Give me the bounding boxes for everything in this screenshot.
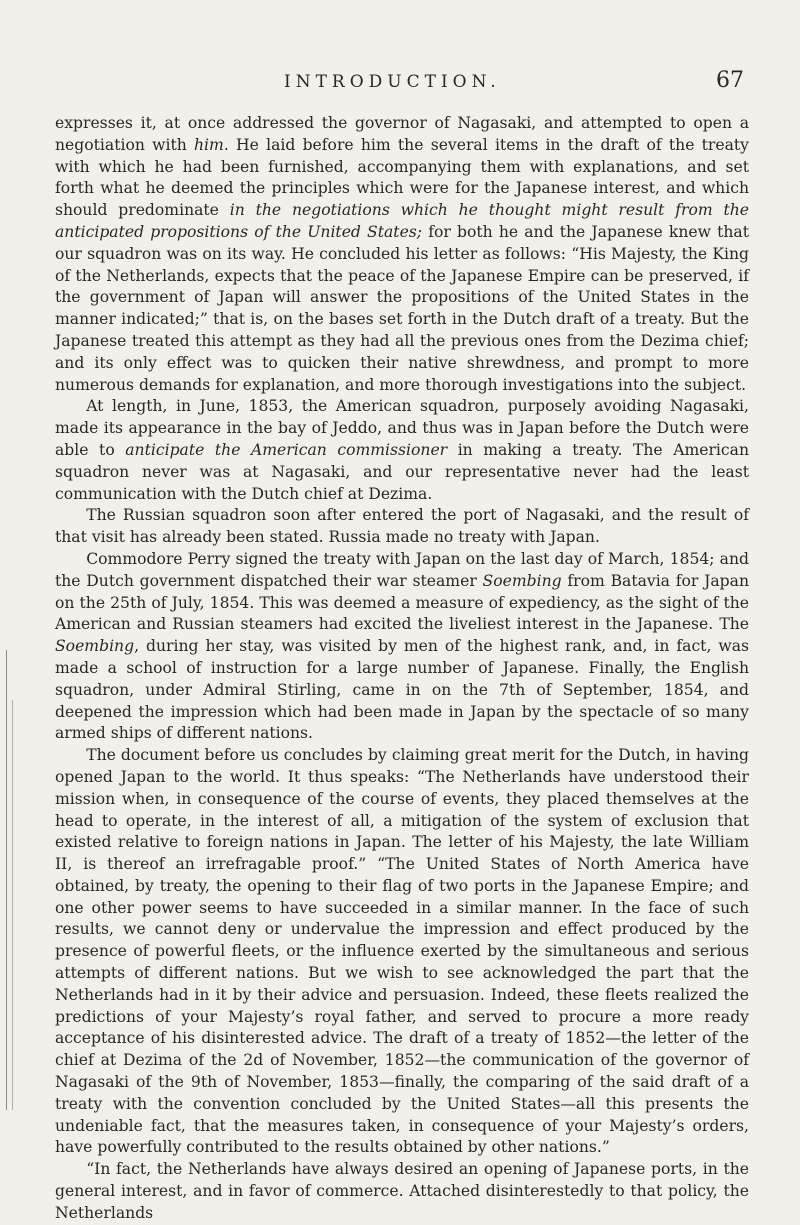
- paragraph: [55, 505, 749, 549]
- text-run: for both he and the Japanese knew that our squadron was on its way. He concluded his letter as follows: “His Majesty, the King of the Netherlands, expects that the peace of the Japanese Empire can be preserved, if the government of Japan will answer the propositions of the United States in the manner indicated;” that is, on the bases set forth in the Dutch draft of a treaty. But the Japanese treated this attempt as they had all the previous ones from the Dezima chief; and its only effect was to quicken their native shrewdness, and prompt to more numerous demands for explanation, and more thorough investigations into the subject.: [55, 222, 749, 394]
- text-run: “In fact, the Netherlands have always desired an opening of Japanese ports, in the general interest, and in favor of commerce. Attached disinterestedly to that policy, the Netherlands: [55, 1160, 749, 1222]
- binding-edge-line: [6, 650, 7, 1110]
- text-run: The Russian squadron soon after entered the port of Nagasaki, and the result of that visit has already been stated. Russia made no treaty with Japan.: [55, 506, 749, 547]
- text-run: expresses it, at once addressed the governor of Nagasaki, and attempted to open a negotiation with: [55, 114, 749, 154]
- paragraph: [55, 113, 749, 396]
- text-run: At length, in June, 1853, the American squadron, purposely avoiding Nagasaki, made its appearance in the bay of Jeddo, and thus was in Japan before the Dutch were able to: [55, 397, 749, 459]
- text-run: , during her stay, was visited by men of the highest rank, and, in fact, was made a school of instruction for a large number of Japanese. Finally, the English squadron, under Admiral Stirling, came in on the 7th of September, 1854, and deepened the impression which had been made in Japan by the spectacle of so many armed ships of different nations.: [55, 637, 749, 743]
- text-run: The document before us concludes by claiming great merit for the Dutch, in having opened Japan to the world. It thus speaks: “The Netherlands have understood their mission when, in consequence of the course of events, they placed themselves at the head to operate, in the interest of all, a mitigation of the system of exclusion that existed relative to foreign nations in Japan. The letter of his Majesty, the late William II, is thereof an irrefragable proof.” “The United States of North America have obtained, by treaty, the opening to their flag of two ports in the Japanese Empire; and one other power seems to have succeeded in a similar manner. In the face of such results, we cannot deny or undervalue the impression and effect produced by the presence of powerful fleets, or the influence exerted by the simultaneous and serious attempts of different nations. But we wish to see acknowledged the part that the Netherlands had in it by their advice and persuasion. Indeed, these fleets realized the predictions of your Majesty’s royal father, and served to procure a more ready acceptance of his disinterested advice. The draft of a treaty of 1852—the letter of the chief at Dezima of the 2d of November, 1852—the communication of the governor of Nagasaki of the 9th of November, 1853—finally, the comparing of the said draft of a treaty with the convention concluded by the United States—all this presents the undeniable fact, that the measures taken, in consequence of your Majesty’s orders, have powerfully contributed to the results obtained by other nations.”: [55, 746, 749, 1157]
- text-run-italic: in the negotiations which he thought might result from the anticipated propositions of the United States;: [55, 201, 749, 241]
- running-title: INTRODUCTION.: [284, 72, 501, 92]
- text-run-italic: Soembing: [482, 571, 562, 590]
- text-run-italic: him: [194, 135, 224, 154]
- paragraph: [55, 745, 749, 1159]
- page-number: 67: [716, 68, 744, 93]
- paragraph: [55, 549, 749, 745]
- body-text: [55, 113, 749, 1225]
- page-header: [0, 68, 800, 96]
- text-run: in making a treaty. The American squadron never was at Nagasaki, and our representative never had the least communication with the Dutch chief at Dezima.: [55, 440, 749, 503]
- binding-edge-line: [12, 700, 13, 1110]
- paragraph: [55, 396, 749, 505]
- text-run: . He laid before him the several items in the draft of the treaty with which he had been furnished, accompanying them with explanations, and set forth what he deemed the principles which were for the Japanese interest, and which should predominate: [55, 135, 749, 220]
- paragraph: [55, 1159, 749, 1224]
- text-run-italic: anticipate the American commissioner: [125, 440, 448, 459]
- text-run: from Batavia for Japan on the 25th of July, 1854. This was deemed a measure of expediency, as the sight of the American and Russian steamers had excited the liveliest interest in the Japanese. The: [55, 571, 749, 634]
- text-run: Commodore Perry signed the treaty with Japan on the last day of March, 1854; and the Dutch government dispatched their war steamer: [55, 549, 749, 590]
- text-run-italic: Soembing: [55, 637, 135, 656]
